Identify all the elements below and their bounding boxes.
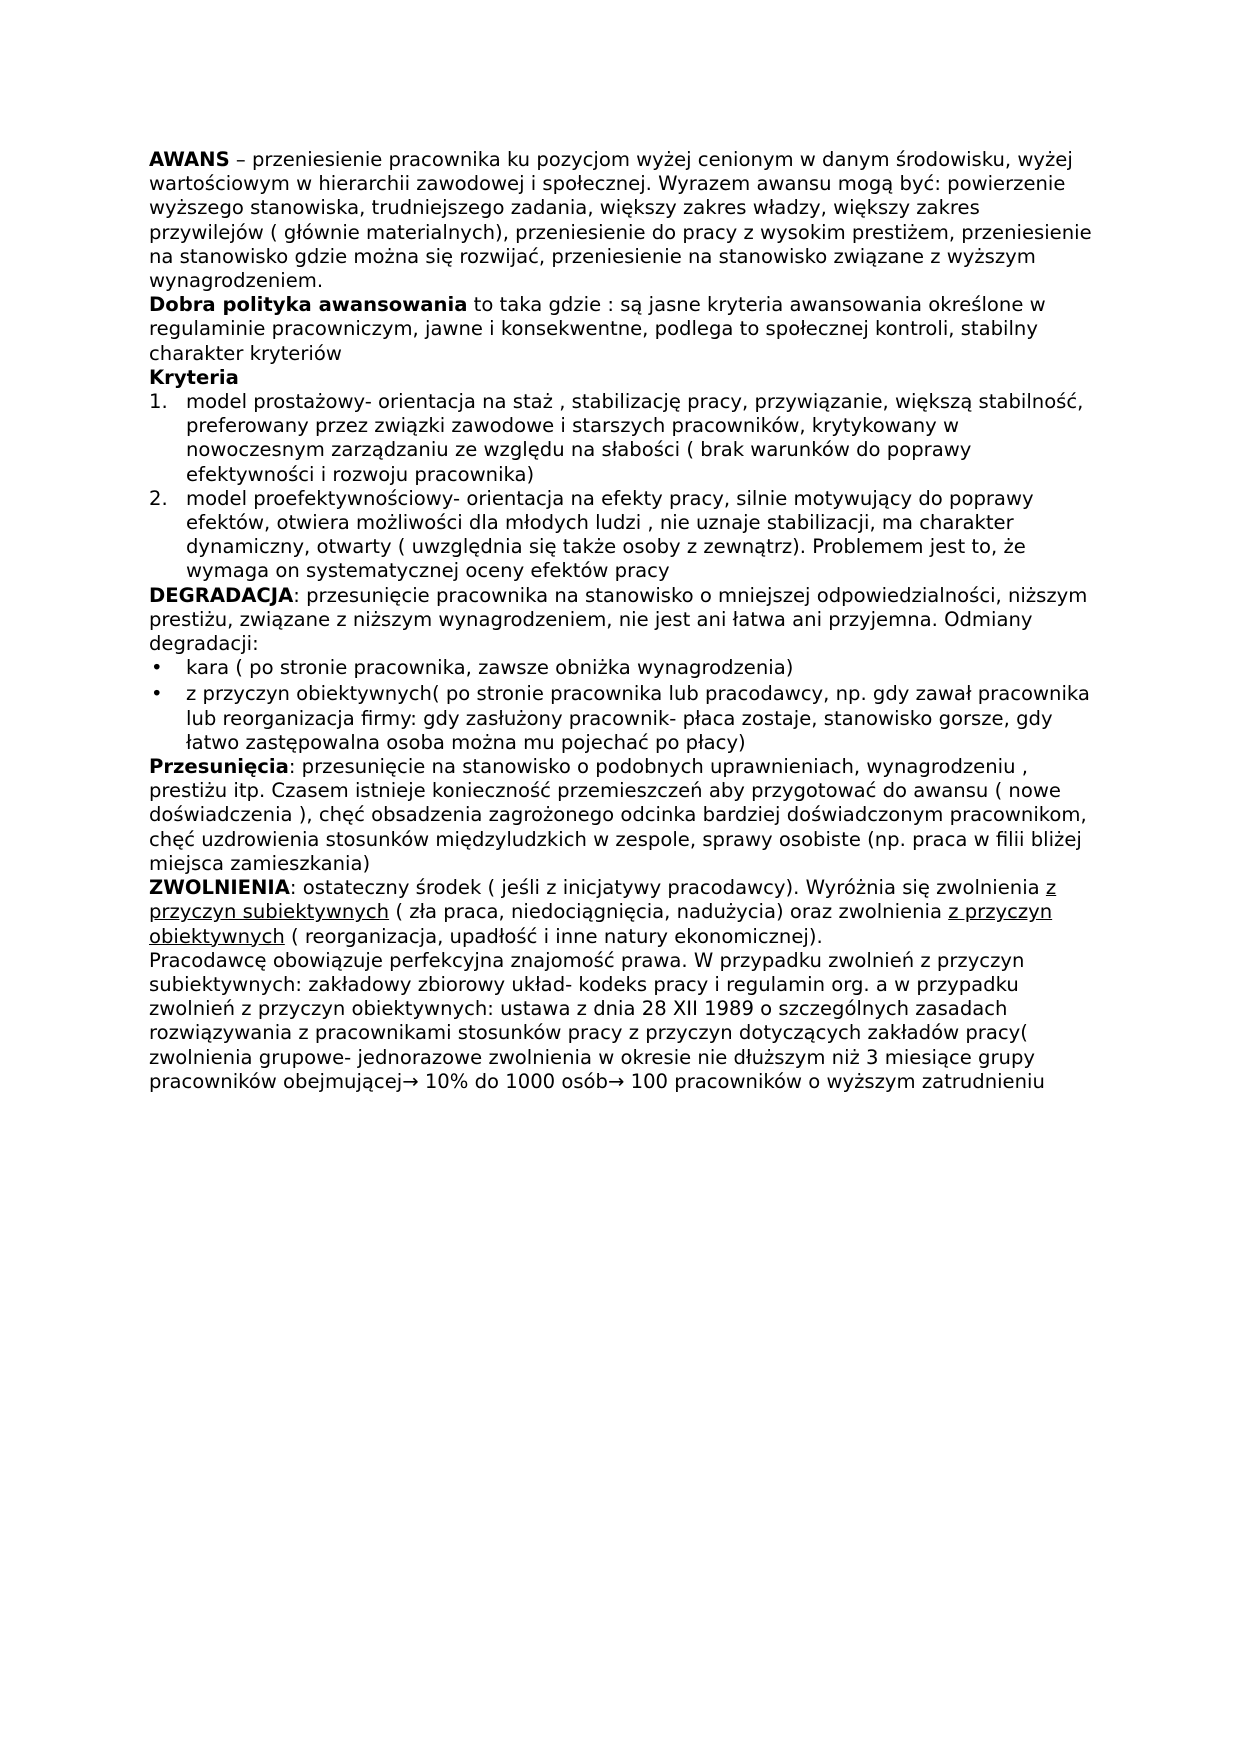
awans-paragraph [149,148,1094,293]
przesuniecia-paragraph [149,755,1094,876]
przesuniecia-heading: Przesunięcia [149,755,289,779]
zwolnienia-text: ( reorganizacja, upadłość i inne natury ekonomicznej). [284,924,823,948]
list-number: 1. [149,390,168,414]
subjective-reasons-underlined: z przyczyn subiektywnych [149,876,1057,924]
awans-heading: AWANS [149,148,230,171]
list-item [149,656,1094,680]
list-item [149,487,1094,584]
bullet-icon: • [151,682,163,706]
przesuniecia-text: : przesunięcie na stanowisko o podobnych uprawnieniach, wynagrodzeniu , prestiżu itp. Czasem istnieje konieczność przemieszczeń aby przygotować do awansu ( nowe doświadczenia ), chęć obsadzenia zagrożonego odcinka bardziej doświadczonym pracownikom, chęć uzdrowienia stosunków międzyludzkich w zespole, sprawy osobiste (np. praca w filii bliżej miejsca zamieszkania) [149,755,1087,875]
pracodawca-paragraph: Pracodawcę obowiązuje perfekcyjna znajomość prawa. W przypadku zwolnień z przyczyn subiektywnych: zakładowy zbiorowy układ- kodeks pracy i regulamin org. a w przypadku zwolnień z przyczyn obiektywnych: ustawa z dnia 28 XII 1989 o szczególnych zasadach rozwiązywania z pracownikami stosunków pracy z przyczyn dotyczących zakładów pracy( zwolnienia grupowe- jednorazowe zwolnienia w okresie nie dłuższym niż 3 miesiące grupy pracowników obejmującej→ 10% do 1000 osób→ 100 pracowników o wyższym zatrudnieniu [149,948,1045,1093]
list-item [149,682,1094,755]
list-item-text: kara ( po stronie pracownika, zawsze obniżka wynagrodzenia) [186,656,794,680]
zwolnienia-text: : ostateczny środek ( jeśli z inicjatywy pracodawcy). Wyróżnia się zwolnienia [289,876,1046,900]
document-page [149,148,1094,1094]
kryteria-heading: Kryteria [149,365,239,389]
list-item-text: model proefektywnościowy- orientacja na efekty pracy, silnie motywujący do poprawy efektów, otwiera możliwości dla młodych ludzi , nie uznaje stabilizacji, ma charakter dynamiczny, otwarty ( uwzględnia się także osoby z zewnątrz). Problemem jest to, że wymaga on systematycznej oceny efektów pracy [186,486,1034,583]
list-item-text: z przyczyn obiektywnych( po stronie pracownika lub pracodawcy, np. gdy zawał pracownika lub reorganizacja firmy: gdy zasłużony pracownik- płaca zostaje, stanowisko gorsze, gdy łatwo zastępowalna osoba można mu pojechać po płacy) [186,682,1090,754]
zwolnienia-text: ( zła praca, niedociągnięcia, nadużycia) oraz zwolnienia [389,900,949,924]
degradacja-list [149,656,1094,755]
awans-text: – przeniesienie pracownika ku pozycjom wyżej cenionym w danym środowisku, wyżej wartościowym w hierarchii zawodowej i społecznej. Wyrazem awansu mogą być: powierzenie wyższego stanowiska, trudniejszego zadania, większy zakres władzy, większy zakres przywilejów ( głównie materialnych), przeniesienie do pracy z wysokim prestiżem, przeniesienie na stanowisko gdzie można się rozwijać, przeniesienie na stanowisko związane z wyższym wynagrodzeniem. [149,148,1092,293]
polityka-text: to taka gdzie : są jasne kryteria awansowania określone w regulaminie pracowniczym, jawne i konsekwentne, podlega to społecznej kontroli, stabilny charakter kryteriów [149,293,1046,365]
kryteria-list [149,390,1094,584]
degradacja-text: : przesunięcie pracownika na stanowisko o mniejszej odpowiedzialności, niższym prestiżu, związane z niższym wynagrodzeniem, nie jest ani łatwa ani przyjemna. Odmiany degradacji: [149,583,1088,656]
zwolnienia-paragraph [149,876,1094,949]
degradacja-paragraph [149,584,1094,657]
list-item-text: model prostażowy- orientacja na staż , stabilizację pracy, przywiązanie, większą stabilność, preferowany przez związki zawodowe i starszych pracowników, krytykowany w nowoczesnym zarządzaniu ze względu na słabości ( brak warunków do poprawy efektywności i rozwoju pracownika) [186,390,1084,486]
polityka-heading: Dobra polityka awansowania [149,293,468,317]
polityka-paragraph [149,293,1094,366]
bullet-icon: • [151,656,163,680]
degradacja-heading: DEGRADACJA [149,583,294,607]
zwolnienia-heading: ZWOLNIENIA [149,876,290,900]
list-number: 2. [149,486,168,510]
objective-reasons-underlined: z przyczyn obiektywnych [149,900,1053,948]
list-item [149,390,1094,487]
